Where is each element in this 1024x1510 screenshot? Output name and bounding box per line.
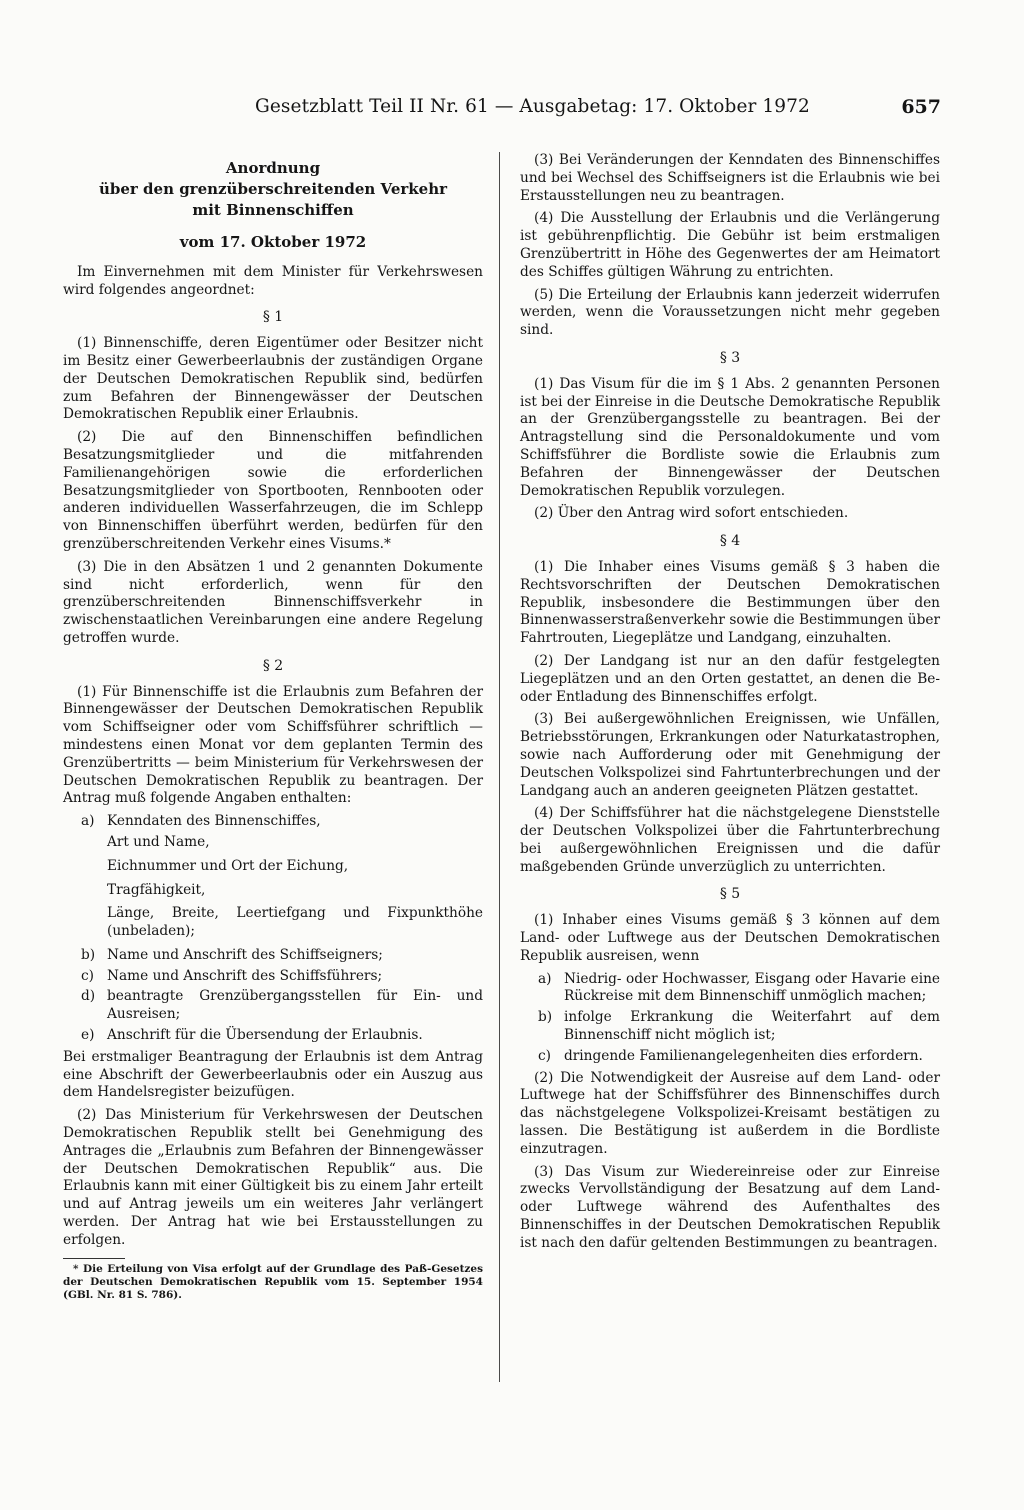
paragraph: (3) Bei Veränderungen der Kenndaten des Binnenschiffes und bei Wechsel des Schiffseigners ist die Erlaubnis wie bei Erstausstellungen neu zu beantragen. xyxy=(520,152,940,204)
paragraph: (4) Der Schiffsführer hat die nächstgelegene Dienststelle der Deutschen Volkspolizei über die Fahrtunterbrechung bei außergewöhnlichen Ereignissen und die dafür maßgebenden Gründe unverzüglich zu unterrichten. xyxy=(520,805,940,875)
paragraph: (3) Das Visum zur Wiedereinreise oder zur Einreise zwecks Vervollständigung der Besatzung auf dem Land- oder Luftwege während des Aufenthaltes des Binnenschiffes in der Deutschen Demokratischen Republik ist nach den dafür geltenden Bestimmungen zu beantragen. xyxy=(520,1163,940,1251)
title-line: über den grenzüberschreitenden Verkehr xyxy=(98,180,448,198)
sub-item: Länge, Breite, Leertiefgang und Fixpunkthöhe (unbeladen); xyxy=(107,905,483,940)
sub-item: Eichnummer und Ort der Eichung, xyxy=(107,857,349,874)
list-item xyxy=(520,971,940,1007)
right-column xyxy=(520,152,940,1258)
paragraph: (2) Über den Antrag wird sofort entschieden. xyxy=(534,505,849,522)
footnote: * Die Erteilung von Visa erfolgt auf der Grundlage des Paß-Gesetzes der Deutschen Demokratischen Republik vom 15. September 1954 (GBl. Nr. 81 S. 786). xyxy=(63,1262,483,1301)
paragraph: (3) Bei außergewöhnlichen Ereignissen, wie Unfällen, Betriebsstörungen, Erkrankungen oder Naturkatastrophen, sowie nach Aufforderung oder mit Genehmigung der Deutschen Volkspolizei sind Fahrtunterbrechungen und der Landgang auch an anderen geeigneten Plätzen gestattet. xyxy=(520,711,940,799)
paragraph: (3) Die in den Absätzen 1 und 2 genannten Dokumente sind nicht erforderlich, wenn für den grenzüberschreitenden Binnenschiffsverkehr in zwischenstaatlichen Vereinbarungen eine andere Regelung getroffen wurde. xyxy=(63,558,483,646)
paragraph: Bei erstmaliger Beantragung der Erlaubnis ist dem Antrag eine Abschrift der Gewerbeerlaubnis oder ein Auszug aus dem Handelsregister beizufügen. xyxy=(63,1048,483,1101)
list-text: beantragte Grenzübergangsstellen für Ein- und Ausreisen; xyxy=(107,988,483,1023)
paragraph: (2) Die auf den Binnenschiffen befindlichen Besatzungsmitglieder und die mitfahrenden Familienangehörigen sowie die erforderlichen Besatzungsmitglieder von Sportbooten, Rennbooten oder anderen individuellen Wasserfahrzeugen, die im Schlepp von Binnenschiffen überführt werden, bedürfen für den grenzüberschreitenden Verkehr eines Visums.* xyxy=(63,429,483,552)
column-divider xyxy=(499,152,500,1382)
list-text: Niedrig- oder Hochwasser, Eisgang oder Havarie eine Rückreise mit dem Binnenschiff unmöglich machen; xyxy=(564,970,940,1005)
paragraph: (1) Binnenschiffe, deren Eigentümer oder Besitzer nicht im Besitz einer Gewerbeerlaubnis der zuständigen Organe der Deutschen Demokratischen Republik sind, bedürfen zum Befahren der Binnengewässer der Deutschen Demokratischen Republik einer Erlaubnis. xyxy=(63,335,483,423)
list-item xyxy=(63,1027,483,1045)
list-text: Name und Anschrift des Schiffsführers; xyxy=(107,967,383,984)
page-header xyxy=(255,92,941,122)
section-heading-5: § 5 xyxy=(719,886,741,903)
paragraph: (1) Die Inhaber eines Visums gemäß § 3 haben die Rechtsvorschriften der Deutschen Demokratischen Republik, insbesondere die Bestimmungen über den Binnenwasserstraßenverkehr sowie die Bestimmungen über Fahrtrouten, Liegeplätze und Landgang, einzuhalten. xyxy=(520,558,940,647)
document-date: vom 17. Oktober 1972 xyxy=(179,233,367,251)
sub-list xyxy=(63,834,483,941)
list-item xyxy=(63,947,483,965)
conditions-list xyxy=(520,971,940,1066)
list-text: Anschrift für die Übersendung der Erlaubnis. xyxy=(107,1027,423,1044)
list-label: b) xyxy=(538,1009,553,1026)
footnote-rule xyxy=(63,1258,125,1259)
requirements-list xyxy=(63,813,483,1045)
list-label: e) xyxy=(81,1027,95,1044)
section-heading-4: § 4 xyxy=(719,533,741,550)
section-heading-3: § 3 xyxy=(719,349,741,366)
paragraph: (2) Der Landgang ist nur an den dafür festgelegten Liegeplätzen und an den Orten gestattet, an denen die Be- oder Entladung des Binnenschiffes erfolgt. xyxy=(520,652,940,705)
paragraph: (5) Die Erteilung der Erlaubnis kann jederzeit widerrufen werden, wenn die Voraussetzungen nicht mehr gegeben sind. xyxy=(520,286,940,339)
list-text: Kenndaten des Binnenschiffes, xyxy=(107,813,321,830)
paragraph: (4) Die Ausstellung der Erlaubnis und die Verlängerung ist gebührenpflichtig. Die Gebühr ist beim erstmaligen Grenzübertritt in Höhe des Gegenwertes der am Heimatort des Schiffes gültigen Währung zu entrichten. xyxy=(520,210,940,280)
section-heading-2: § 2 xyxy=(262,657,284,674)
list-text: Name und Anschrift des Schiffseigners; xyxy=(107,946,383,963)
left-column xyxy=(63,152,483,1302)
list-label: b) xyxy=(81,946,96,963)
list-label: c) xyxy=(538,1047,552,1064)
list-text: infolge Erkrankung die Weiterfahrt auf dem Binnenschiff nicht möglich ist; xyxy=(564,1009,940,1044)
title-line: Anordnung xyxy=(225,159,321,177)
page-number: 657 xyxy=(901,96,941,118)
list-item xyxy=(63,968,483,986)
list-label: c) xyxy=(81,967,95,984)
sub-item: Art und Name, xyxy=(107,833,210,850)
paragraph: (1) Inhaber eines Visums gemäß § 3 können auf dem Land- oder Luftwege aus der Deutschen Demokratischen Republik ausreisen, wenn xyxy=(520,912,940,964)
list-label: a) xyxy=(538,970,552,987)
list-item xyxy=(63,988,483,1024)
paragraph: (1) Für Binnenschiffe ist die Erlaubnis zum Befahren der Binnengewässer der Deutschen Demokratischen Republik vom Schiffseigner oder vom Schiffsführer schriftlich — mindestens einen Monat vor dem geplanten Termin des Grenzübertritts — beim Ministerium für Verkehrswesen der Deutschen Demokratischen Republik zu beantragen. Der Antrag muß folgende Angaben enthalten: xyxy=(63,683,483,807)
list-label: a) xyxy=(81,813,95,830)
sub-item: Tragfähigkeit, xyxy=(107,881,206,898)
paragraph: (2) Die Notwendigkeit der Ausreise auf dem Land- oder Luftwege hat der Schiffsführer des Binnenschiffes durch das nächstgelegene Volkspolizei-Kreisamt bestätigen zu lassen. Die Bestätigung ist außerdem in die Bordliste einzutragen. xyxy=(520,1069,940,1157)
list-label: d) xyxy=(81,988,96,1005)
document-title xyxy=(63,158,483,221)
list-text: dringende Familienangelegenheiten dies erfordern. xyxy=(564,1047,923,1064)
intro-paragraph: Im Einvernehmen mit dem Minister für Verkehrswesen wird folgendes angeordnet: xyxy=(63,263,483,298)
header-text: Gesetzblatt Teil II Nr. 61 — Ausgabetag: 17. Oktober 1972 xyxy=(255,96,810,117)
section-heading-1: § 1 xyxy=(262,309,284,326)
paragraph: (2) Das Ministerium für Verkehrswesen der Deutschen Demokratischen Republik stellt bei Genehmigung des Antrages die „Erlaubnis zum Befahren der Binnengewässer der Deutschen Demokratischen Republik“ aus. Die Erlaubnis kann mit einer Gültigkeit bis zu einem Jahr erteilt und auf Antrag jeweils um ein weiteres Jahr verlängert werden. Der Antrag hat wie bei Erstausstellungen zu erfolgen. xyxy=(63,1107,483,1248)
list-item xyxy=(520,1048,940,1066)
list-item xyxy=(520,1009,940,1045)
list-item xyxy=(63,813,483,831)
paragraph: (1) Das Visum für die im § 1 Abs. 2 genannten Personen ist bei der Einreise in die Deutsche Demokratische Republik an der Grenzübergangsstelle zu beantragen. Bei der Antragstellung sind die Personaldokumente und vom Schiffsführer die Bordliste sowie die Erlaubnis zum Befahren der Binnengewässer der Deutschen Demokratischen Republik vorzulegen. xyxy=(520,375,940,499)
title-line: mit Binnenschiffen xyxy=(192,201,354,219)
